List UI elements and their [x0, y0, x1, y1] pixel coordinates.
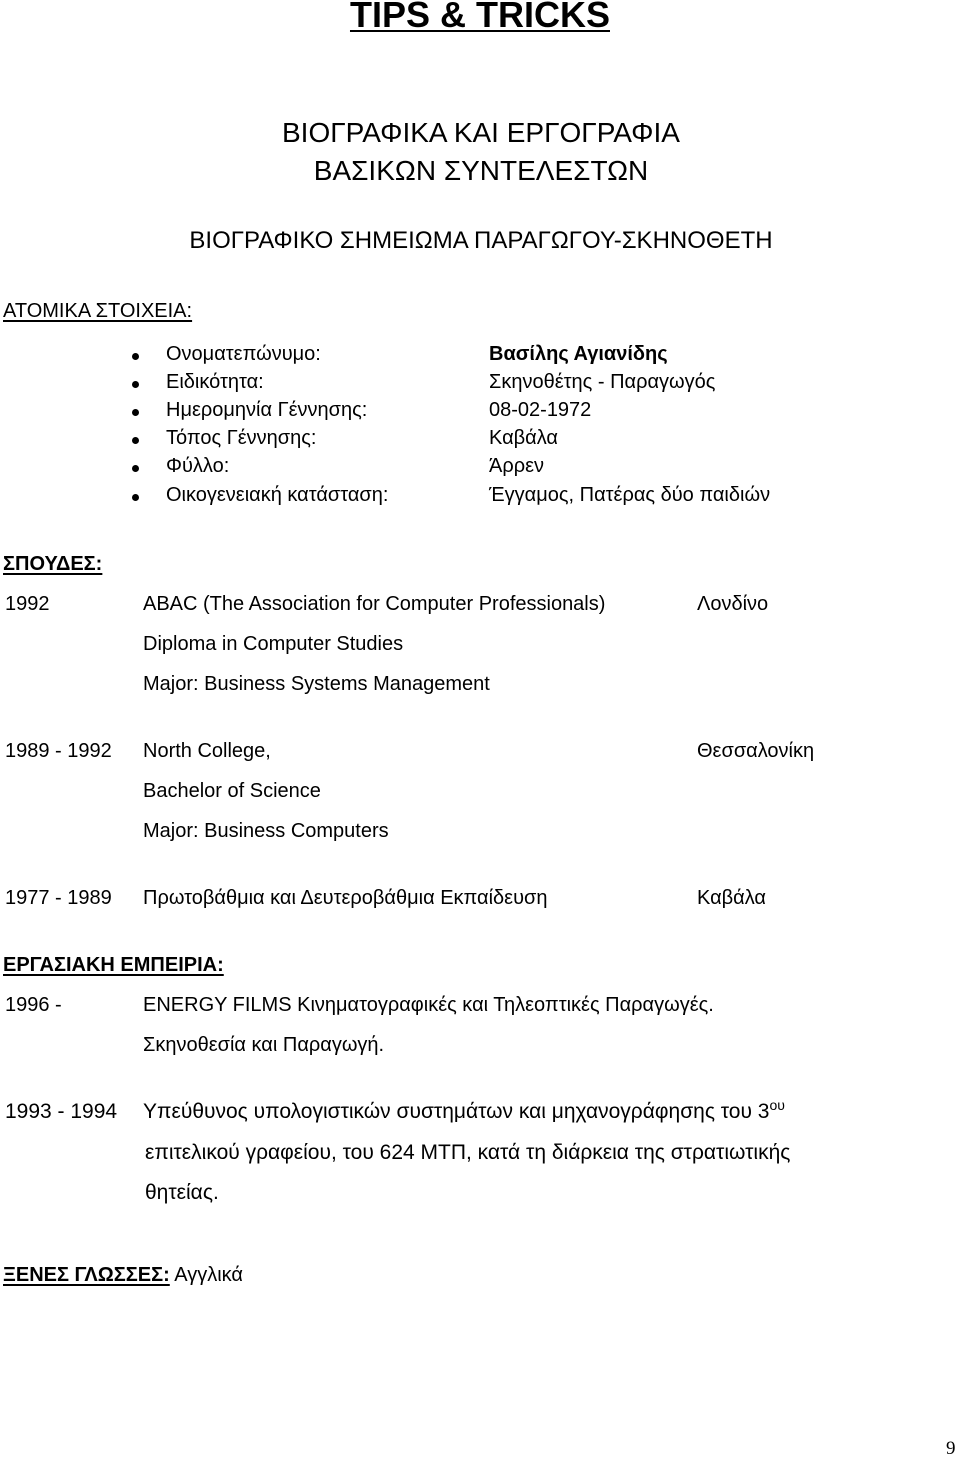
education-year: 1989 - 1992	[5, 740, 112, 762]
bullet-icon	[132, 437, 139, 444]
section-heading-languages: ΞΕΝΕΣ ΓΛΩΣΣΕΣ:	[3, 1264, 170, 1286]
experience-line: ENERGY FILMS Κινηματογραφικές και Τηλεοπτικές Παραγωγές.	[143, 994, 714, 1016]
education-line: Diploma in Computer Studies	[143, 633, 404, 655]
personal-value-birthdate: 08-02-1972	[489, 399, 592, 421]
document-subtitle: ΒΙΟΓΡΑΦΙΚΟ ΣΗΜΕΙΩΜΑ ΠΑΡΑΓΩΓΟΥ-ΣΚΗΝΟΘΕΤΗ	[189, 227, 773, 254]
experience-line: θητείας.	[145, 1181, 219, 1204]
personal-label-specialty: Ειδικότητα:	[166, 371, 264, 393]
education-location: Λονδίνο	[697, 593, 769, 615]
experience-line-text: Υπεύθυνος υπολογιστικών συστημάτων και μηχανογράφησης του 3	[143, 1100, 770, 1123]
personal-label-marital: Οικογενειακή κατάσταση:	[166, 484, 389, 506]
education-line: ABAC (The Association for Computer Professionals)	[143, 593, 606, 615]
bullet-icon	[132, 465, 139, 472]
languages-value: Αγγλικά	[174, 1264, 243, 1286]
bullet-icon	[132, 353, 139, 360]
page-number: 9	[946, 1438, 956, 1459]
education-line: Major: Business Computers	[143, 820, 389, 842]
education-year: 1977 - 1989	[5, 887, 112, 909]
bullet-icon	[132, 494, 139, 501]
experience-line	[143, 1097, 785, 1124]
experience-year: 1993 - 1994	[5, 1100, 118, 1123]
personal-value-marital: Έγγαμος, Πατέρας δύο παιδιών	[489, 484, 771, 506]
header-tips-tricks: TIPS & TRICKS	[349, 0, 610, 35]
education-line: Bachelor of Science	[143, 780, 321, 802]
personal-label-sex: Φύλλο:	[166, 455, 230, 477]
education-year: 1992	[5, 593, 50, 615]
document-title-line1: ΒΙΟΓΡΑΦΙΚΑ ΚΑΙ ΕΡΓΟΓΡΑΦΙΑ	[282, 117, 680, 148]
experience-line: επιτελικού γραφείου, του 624 ΜΤΠ, κατά τη διάρκεια της στρατιωτικής	[145, 1141, 791, 1164]
education-location: Θεσσαλονίκη	[697, 740, 815, 762]
personal-value-birthplace: Καβάλα	[489, 427, 558, 449]
bullet-icon	[132, 409, 139, 416]
education-location: Καβάλα	[697, 887, 766, 909]
education-line: Major: Business Systems Management	[143, 673, 490, 695]
section-heading-experience: ΕΡΓΑΣΙΑΚΗ ΕΜΠΕΙΡΙΑ:	[3, 954, 224, 976]
experience-line: Σκηνοθεσία και Παραγωγή.	[143, 1034, 385, 1056]
bullet-icon	[132, 381, 139, 388]
personal-value-sex: Άρρεν	[489, 455, 545, 477]
ordinal-superscript: ου	[769, 1097, 785, 1113]
personal-value-specialty: Σκηνοθέτης - Παραγωγός	[489, 371, 716, 393]
personal-label-name: Ονοματεπώνυμο:	[166, 343, 321, 365]
section-heading-education: ΣΠΟΥΔΕΣ:	[3, 553, 103, 575]
languages-row	[3, 1264, 243, 1287]
personal-label-birthdate: Ημερομηνία Γέννησης:	[166, 399, 368, 421]
document-title-line2: ΒΑΣΙΚΩΝ ΣΥΝΤΕΛΕΣΤΩΝ	[313, 155, 649, 186]
experience-year: 1996 -	[5, 994, 62, 1016]
section-heading-personal: ΑΤΟΜΙΚΑ ΣΤΟΙΧΕΙΑ:	[3, 300, 193, 322]
education-line: Πρωτοβάθμια και Δευτεροβάθμια Εκπαίδευση	[143, 887, 548, 909]
personal-label-birthplace: Τόπος Γέννησης:	[166, 427, 317, 449]
education-line: North College,	[143, 740, 271, 762]
personal-value-name: Βασίλης Αγιανίδης	[489, 343, 668, 365]
